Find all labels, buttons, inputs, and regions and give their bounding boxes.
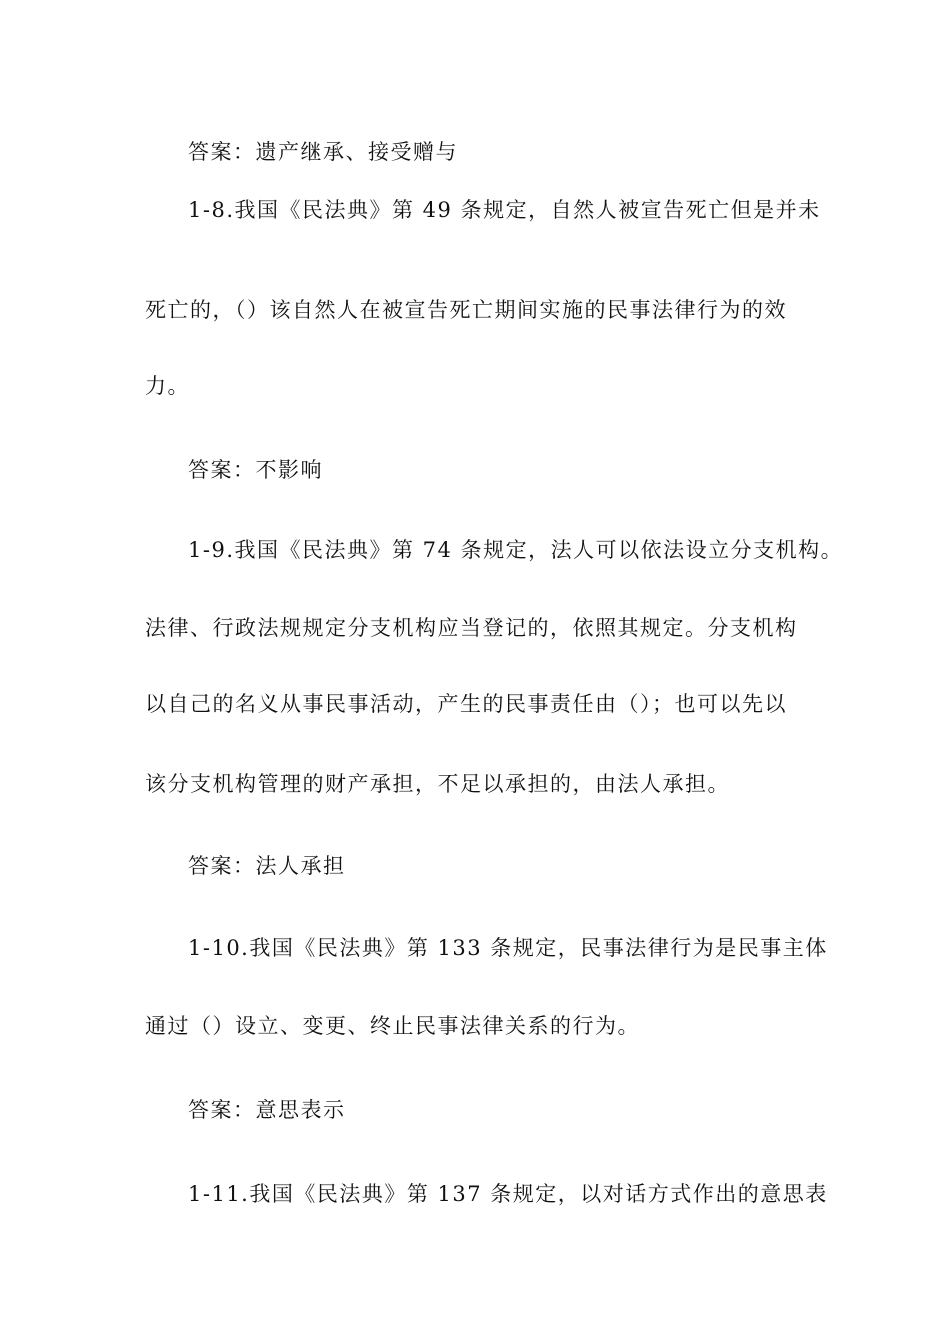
question-1-8-line-2: 死亡的，（）该自然人在被宣告死亡期间实施的民事法律行为的效 bbox=[145, 298, 787, 322]
answer-1-7: 答案：遗产继承、接受赠与 bbox=[188, 140, 458, 164]
question-1-10-line-1: 1-10.我国《民法典》第 133 条规定，民事法律行为是民事主体 bbox=[188, 936, 828, 960]
answer-1-8: 答案：不影响 bbox=[188, 458, 323, 482]
question-1-9-line-4: 该分支机构管理的财产承担，不足以承担的，由法人承担。 bbox=[145, 772, 730, 796]
question-1-9-line-2: 法律、行政法规规定分支机构应当登记的，依照其规定。分支机构 bbox=[145, 616, 798, 640]
answer-1-9: 答案：法人承担 bbox=[188, 854, 346, 878]
question-1-9-line-1: 1-9.我国《民法典》第 74 条规定，法人可以依法设立分支机构。 bbox=[188, 538, 844, 562]
question-1-10-line-2: 通过（）设立、变更、终止民事法律关系的行为。 bbox=[145, 1014, 640, 1038]
answer-1-10: 答案：意思表示 bbox=[188, 1098, 346, 1122]
question-1-8-line-1: 1-8.我国《民法典》第 49 条规定，自然人被宣告死亡但是并未 bbox=[188, 198, 821, 222]
question-1-11-line-1: 1-11.我国《民法典》第 137 条规定，以对话方式作出的意思表 bbox=[188, 1182, 828, 1206]
question-1-9-line-3: 以自己的名义从事民事活动，产生的民事责任由（）；也可以先以 bbox=[145, 692, 787, 716]
question-1-8-line-3: 力。 bbox=[145, 374, 190, 398]
